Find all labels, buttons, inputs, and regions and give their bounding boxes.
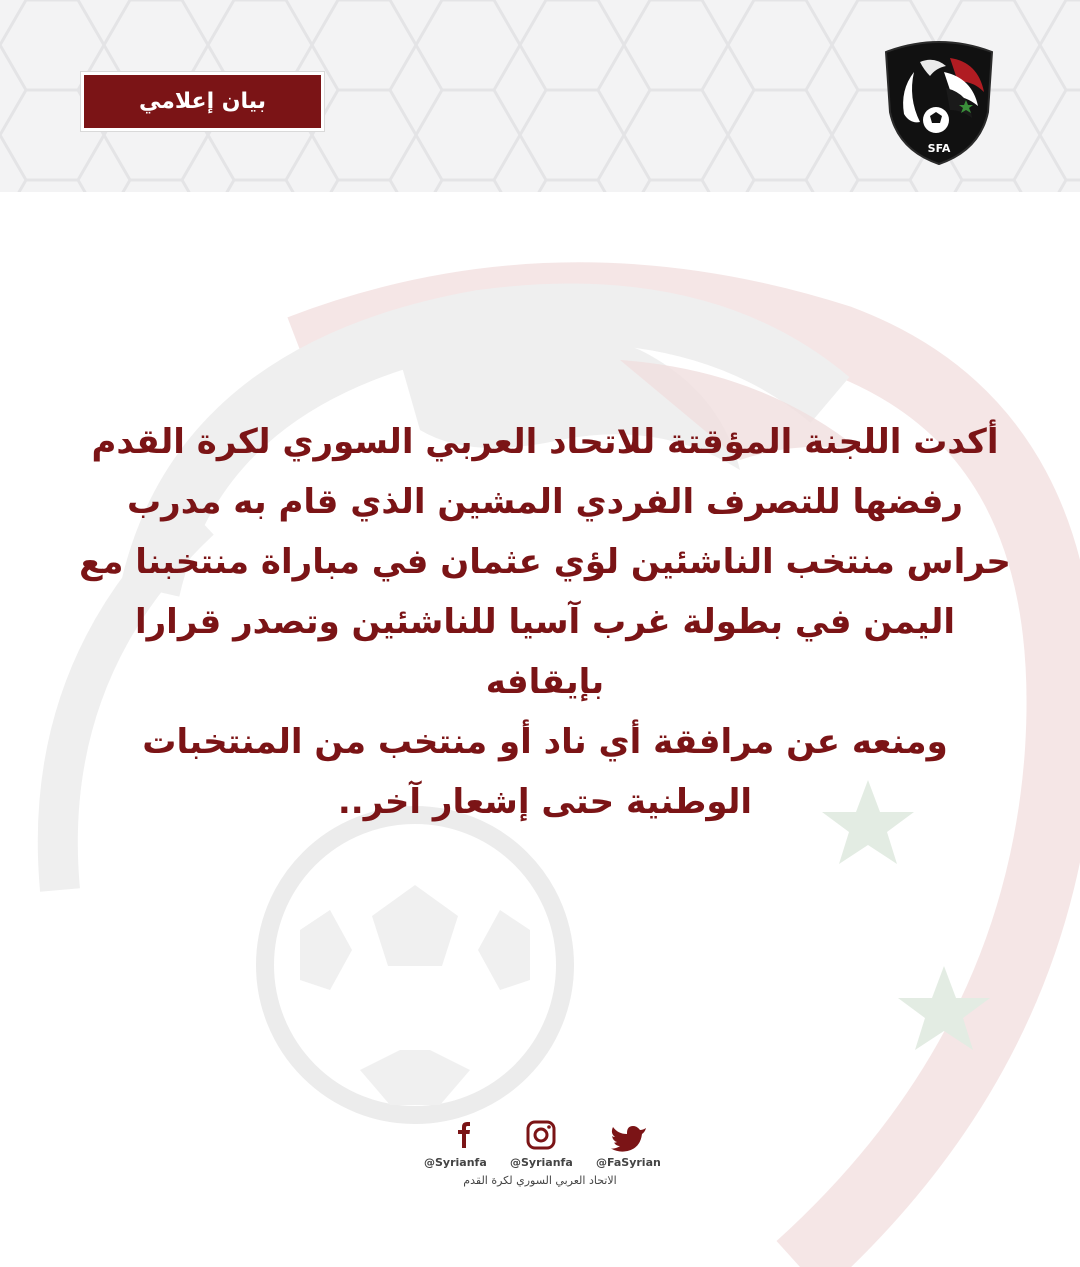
header-band — [0, 0, 1080, 192]
twitter-handle[interactable]: @FaSyrian — [596, 1156, 661, 1169]
social-handles — [400, 1156, 680, 1172]
social-icons — [400, 1118, 680, 1154]
logo-text: SFA — [927, 142, 951, 155]
statement-line: أكدت اللجنة المؤقتة للاتحاد العربي السوري لكرة القدم — [91, 422, 999, 462]
twitter-icon[interactable] — [611, 1126, 646, 1152]
statement-line: اليمن في بطولة غرب آسيا للناشئين وتصدر قرارا بإيقافه — [134, 602, 956, 702]
statement-line: حراس منتخب الناشئين لؤي عثمان في مباراة منتخبنا مع — [79, 542, 1011, 582]
statement-line: الوطنية حتى إشعار آخر.. — [337, 782, 753, 822]
facebook-handle[interactable]: @Syrianfa — [424, 1156, 487, 1169]
instagram-handle[interactable]: @Syrianfa — [510, 1156, 573, 1169]
organization-name: الاتحاد العربي السوري لكرة القدم — [463, 1174, 617, 1187]
facebook-icon[interactable] — [458, 1122, 470, 1148]
sfa-logo — [880, 38, 998, 166]
instagram-icon[interactable] — [528, 1122, 554, 1148]
social-footer — [400, 1118, 680, 1198]
statement-text — [70, 412, 1020, 832]
press-release-badge — [81, 72, 324, 131]
statement-line: رفضها للتصرف الفردي المشين الذي قام به مدرب — [126, 482, 963, 522]
badge-label: بيان إعلامي — [138, 89, 267, 114]
statement-line: ومنعه عن مرافقة أي ناد أو منتخب من المنتخبات — [142, 722, 948, 762]
